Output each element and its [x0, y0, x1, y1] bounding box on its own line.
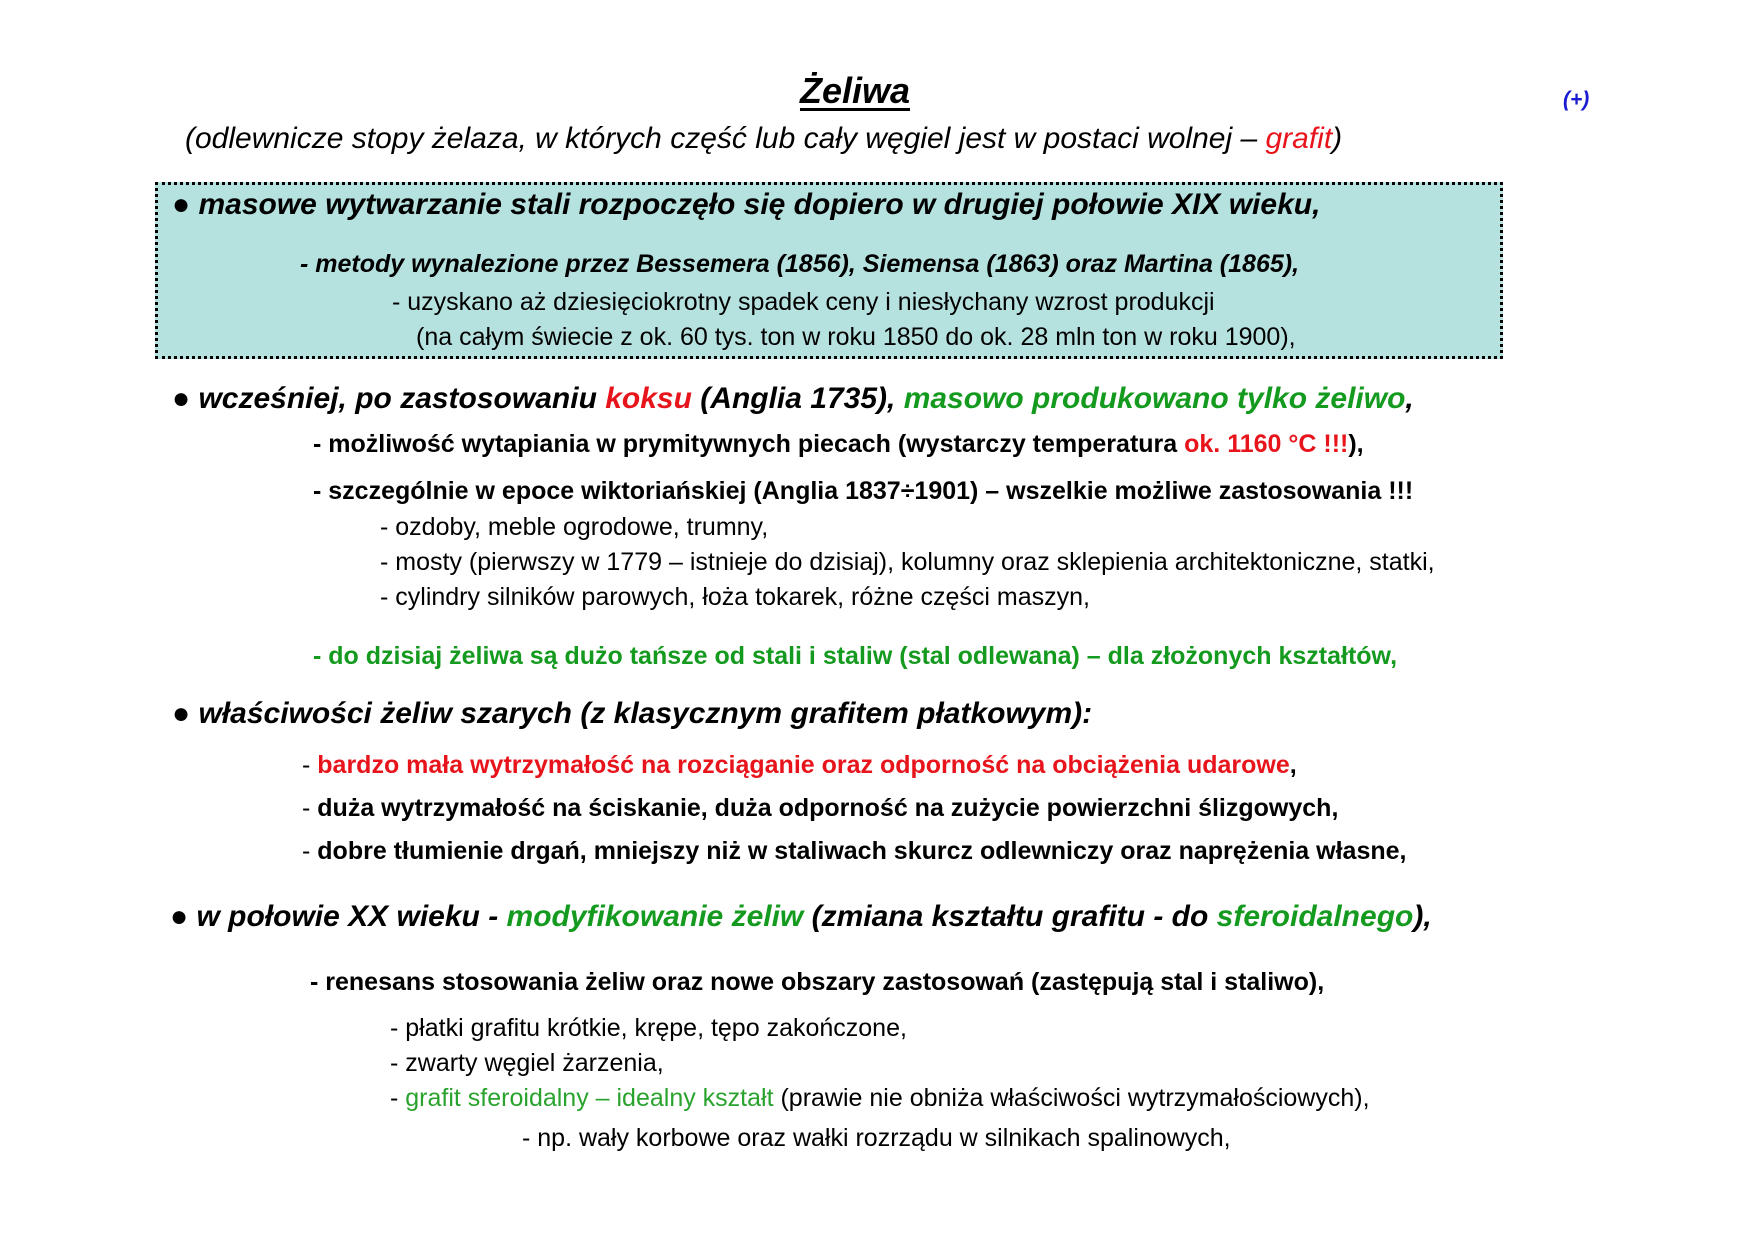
compression-text: duża wytrzymałość na ściskanie, duża odporność na zużycie powierzchni ślizgowych,: [317, 794, 1339, 822]
page-title: Żeliwa: [799, 70, 911, 111]
section4-heading-mid: (zmiana kształtu grafitu - do: [803, 900, 1217, 933]
section3-item-tensile: [302, 751, 1297, 780]
section4-sub-crankshafts: - np. wały korbowe oraz wałki rozrządu w silnikach spalinowych,: [522, 1124, 1231, 1152]
dash: -: [390, 1084, 406, 1112]
cast-iron-highlight: masowo produkowano tylko żeliwo: [903, 382, 1406, 415]
section1-heading: [172, 188, 1320, 222]
koksu-highlight: koksu: [605, 382, 692, 415]
bullet-icon: ●: [172, 188, 191, 221]
section4-item-renaissance: - renesans stosowania żeliw oraz nowe obszary zastosowań (zastępują stal i staliwo),: [310, 968, 1325, 996]
section3-heading: [172, 697, 1092, 731]
bullet-icon: ●: [170, 900, 189, 933]
melting-end: ),: [1348, 430, 1364, 458]
section2-item-victorian: - szczególnie w epoce wiktoriańskiej (Anglia 1837÷1901) – wszelkie możliwe zastosowania !!!: [313, 477, 1414, 505]
tensile-end: ,: [1289, 751, 1297, 779]
plus-marker: (+): [1563, 88, 1590, 111]
spheroidal-highlight: sferoidalnego: [1216, 900, 1414, 933]
subtitle: [185, 122, 1342, 156]
victorian-sub-cylinders: - cylindry silników parowych, łoża tokarek, różne części maszyn,: [380, 583, 1090, 611]
subtitle-highlight-grafit: grafit: [1265, 122, 1333, 155]
section2-heading-text: wcześniej, po zastosowaniu: [198, 382, 606, 415]
section2-heading-end: ,: [1405, 382, 1414, 415]
section3-heading-text: właściwości żeliw szarych (z klasycznym grafitem płatkowym):: [198, 697, 1093, 730]
dash: -: [302, 751, 318, 779]
subtitle-close: ): [1332, 122, 1343, 155]
victorian-sub-bridges: - mosty (pierwszy w 1779 – istnieje do dzisiaj), kolumny oraz sklepienia architektoniczne, statki,: [380, 548, 1435, 576]
section4-heading: [170, 900, 1432, 934]
section3-item-compression: [302, 794, 1338, 823]
dash: -: [302, 837, 318, 865]
section1-methods: - metody wynalezione przez Bessemera (1856), Siemensa (1863) oraz Martina (1865),: [300, 250, 1300, 278]
subtitle-text: (odlewnicze stopy żelaza, w których część lub cały węgiel jest w postaci wolnej –: [185, 122, 1266, 155]
section4-sub-temper-carbon: - zwarty węgiel żarzenia,: [390, 1049, 664, 1077]
section1-price-drop: - uzyskano aż dziesięciokrotny spadek ceny i niesłychany wzrost produkcji: [392, 288, 1215, 316]
section4-sub-spheroidal: [390, 1084, 1370, 1113]
section1-heading-text: masowe wytwarzanie stali rozpoczęło się dopiero w drugiej połowie XIX wieku,: [198, 188, 1321, 221]
spheroidal-graphite-highlight: grafit sferoidalny – idealny kształt: [405, 1084, 774, 1112]
section3-item-damping: [302, 837, 1406, 866]
section2-heading-mid: (Anglia 1735),: [691, 382, 904, 415]
section2-item-cheaper: - do dzisiaj żeliwa są dużo tańsze od stali i staliw (stal odlewana) – dla złożonych kształtów,: [313, 642, 1398, 670]
section1-production: (na całym świecie z ok. 60 tys. ton w roku 1850 do ok. 28 mln ton w roku 1900),: [416, 323, 1296, 351]
section4-sub-flakes: - płatki grafitu krótkie, krępe, tępo zakończone,: [390, 1014, 907, 1042]
bullet-icon: ●: [172, 382, 191, 415]
temperature-highlight: ok. 1160 °C !!!: [1184, 430, 1349, 458]
damping-text: dobre tłumienie drgań, mniejszy niż w staliwach skurcz odlewniczy oraz naprężenia własne,: [317, 837, 1407, 865]
spheroidal-graphite-text: (prawie nie obniża właściwości wytrzymałościowych),: [773, 1084, 1370, 1112]
melting-text: - możliwość wytapiania w prymitywnych piecach (wystarczy temperatura: [313, 430, 1185, 458]
tensile-highlight: bardzo mała wytrzymałość na rozciąganie oraz odporność na obciążenia udarowe: [317, 751, 1290, 779]
section2-heading: [172, 382, 1414, 416]
section2-item-melting: [313, 430, 1364, 459]
dash: -: [302, 794, 318, 822]
modification-highlight: modyfikowanie żeliw: [506, 900, 804, 933]
section4-heading-end: ),: [1413, 900, 1432, 933]
victorian-sub-ornaments: - ozdoby, meble ogrodowe, trumny,: [380, 513, 769, 541]
bullet-icon: ●: [172, 697, 191, 730]
section4-heading-text: w połowie XX wieku -: [196, 900, 507, 933]
